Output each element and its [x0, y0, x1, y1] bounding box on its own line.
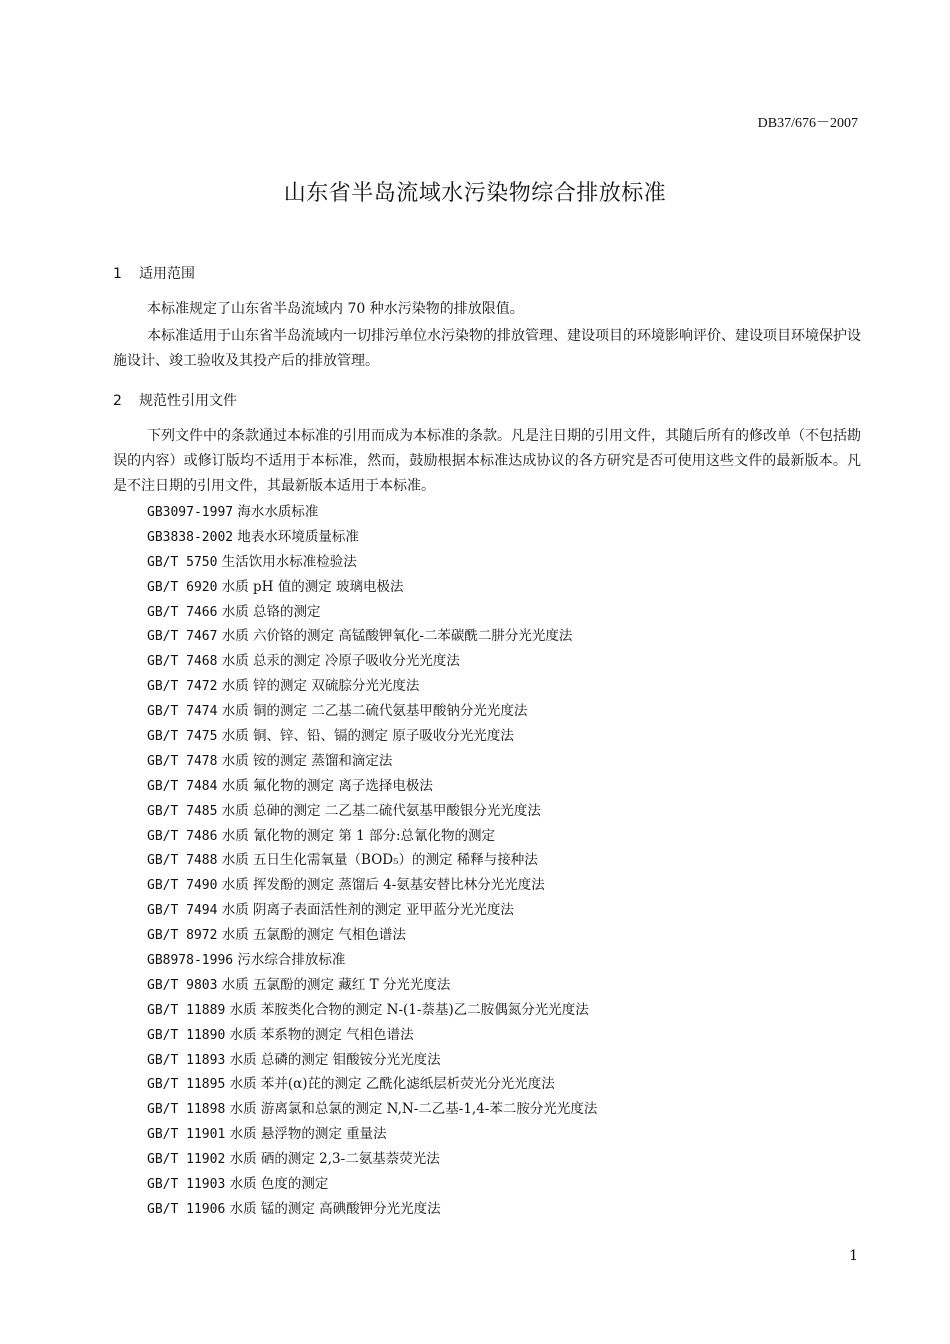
- reference-item: [147, 724, 597, 749]
- reference-title: 水质 pH 值的测定 玻璃电极法: [221, 578, 404, 595]
- reference-code: GB/T 7472: [147, 679, 218, 695]
- section-title: 适用范围: [139, 266, 195, 282]
- section-heading-1: [113, 263, 195, 283]
- reference-title: 水质 总砷的测定 二乙基二硫代氨基甲酸银分光光度法: [221, 802, 541, 819]
- reference-title: 地表水环境质量标准: [237, 528, 359, 545]
- reference-item: [147, 624, 597, 649]
- section-1-paragraph-1: 本标准规定了山东省半岛流域内 70 种水污染物的排放限值。: [147, 301, 524, 317]
- reference-code: GB/T 7466: [147, 604, 218, 620]
- reference-item: [147, 898, 597, 923]
- reference-code: GB/T 11893: [147, 1052, 226, 1068]
- reference-title: 水质 苯并(α)芘的测定 乙酰化滤纸层析荧光分光光度法: [229, 1076, 555, 1093]
- reference-item: [147, 799, 597, 824]
- reference-item: [147, 873, 597, 898]
- reference-title: 水质 色度的测定: [229, 1176, 329, 1193]
- reference-title: 海水水质标准: [237, 504, 319, 520]
- reference-code: GB/T 11895: [147, 1077, 226, 1093]
- reference-item: [147, 649, 597, 674]
- reference-code: GB/T 7486: [147, 828, 218, 844]
- reference-item: [147, 1122, 597, 1147]
- section-1-paragraph-2: 本标准适用于山东省半岛流域内一切排污单位水污染物的排放管理、建设项目的环境影响评价、建设项目环境保护设施设计、竣工验收及其投产后的排放管理。: [113, 328, 861, 369]
- reference-item: [147, 998, 597, 1023]
- section-number: 1: [113, 266, 122, 282]
- reference-code: GB/T 11901: [147, 1127, 226, 1143]
- page-number: 1: [849, 1248, 858, 1264]
- reference-code: GB/T 11898: [147, 1102, 226, 1118]
- reference-item: [147, 699, 597, 724]
- reference-title: 污水综合排放标准: [237, 952, 346, 969]
- reference-title: 水质 锰的测定 高碘酸钾分光光度法: [229, 1200, 441, 1217]
- reference-item: [147, 1172, 597, 1197]
- reference-code: GB3097-1997: [147, 505, 234, 520]
- reference-item: [147, 600, 597, 625]
- reference-item: [147, 774, 597, 799]
- reference-title: 水质 铜、锌、铅、镉的测定 原子吸收分光光度法: [221, 728, 514, 745]
- reference-code: GB/T 7485: [147, 803, 218, 819]
- reference-item: [147, 1097, 597, 1122]
- document-title: 山东省半岛流域水污染物综合排放标准: [283, 181, 667, 206]
- reference-code: GB/T 11889: [147, 1002, 226, 1018]
- reference-code: GB/T 7475: [147, 729, 218, 745]
- reference-title: 水质 阴离子表面活性剂的测定 亚甲蓝分光光度法: [221, 902, 514, 919]
- reference-code: GB/T 11902: [147, 1152, 226, 1168]
- reference-item: [147, 674, 597, 699]
- section-heading-2: [113, 390, 237, 410]
- reference-title: 水质 五氯酚的测定 藏红 T 分光光度法: [221, 976, 451, 993]
- reference-code: GB8978-1996: [147, 953, 234, 969]
- reference-title: 水质 五日生化需氧量（BOD₅）的测定 稀释与接种法: [221, 852, 538, 869]
- reference-item: [147, 1048, 597, 1073]
- reference-title: 水质 氟化物的测定 离子选择电极法: [221, 777, 433, 794]
- reference-item: [147, 500, 597, 525]
- reference-item: [147, 1197, 597, 1222]
- reference-item: [147, 948, 597, 973]
- reference-code: GB/T 8972: [147, 928, 218, 944]
- reference-item: [147, 575, 597, 600]
- reference-item: [147, 749, 597, 774]
- reference-title: 水质 锌的测定 双硫腙分光光度法: [221, 678, 420, 695]
- reference-item: [147, 923, 597, 948]
- reference-item: [147, 1147, 597, 1172]
- normative-reference-list: [147, 500, 597, 1222]
- reference-code: GB3838-2002: [147, 529, 234, 545]
- section-title: 规范性引用文件: [139, 393, 237, 409]
- reference-title: 生活饮用水标准检验法: [221, 553, 357, 570]
- reference-item: [147, 848, 597, 873]
- reference-item: [147, 550, 597, 575]
- reference-code: GB/T 7488: [147, 853, 218, 869]
- reference-item: [147, 973, 597, 998]
- reference-code: GB/T 7467: [147, 629, 218, 645]
- document-code: DB37/676－2007: [757, 116, 858, 131]
- reference-code: GB/T 11906: [147, 1201, 226, 1217]
- reference-code: GB/T 7484: [147, 778, 218, 794]
- reference-title: 水质 挥发酚的测定 蒸馏后 4-氨基安替比林分光光度法: [221, 877, 545, 894]
- reference-title: 水质 总汞的测定 冷原子吸收分光光度法: [221, 653, 460, 670]
- reference-item: [147, 1023, 597, 1048]
- reference-title: 水质 总磷的测定 钼酸铵分光光度法: [229, 1051, 441, 1068]
- reference-item: [147, 1072, 597, 1097]
- reference-code: GB/T 11903: [147, 1177, 226, 1193]
- reference-item: [147, 525, 597, 550]
- reference-code: GB/T 7478: [147, 753, 218, 769]
- reference-title: 水质 五氯酚的测定 气相色谱法: [221, 927, 406, 944]
- reference-code: GB/T 11890: [147, 1027, 226, 1043]
- reference-title: 水质 游离氯和总氯的测定 N,N-二乙基-1,4-苯二胺分光光度法: [229, 1101, 598, 1118]
- reference-title: 水质 苯胺类化合物的测定 N-(1-萘基)乙二胺偶氮分光光度法: [229, 1001, 589, 1018]
- reference-title: 水质 氰化物的测定 第 1 部分:总氰化物的测定: [221, 827, 496, 844]
- reference-code: GB/T 9803: [147, 977, 218, 993]
- reference-title: 水质 总铬的测定: [221, 603, 321, 620]
- reference-title: 水质 悬浮物的测定 重量法: [229, 1126, 387, 1143]
- reference-title: 水质 铵的测定 蒸馏和滴定法: [221, 752, 393, 769]
- reference-code: GB/T 7474: [147, 704, 218, 720]
- reference-code: GB/T 5750: [147, 554, 218, 570]
- reference-code: GB/T 6920: [147, 579, 218, 595]
- section-2-paragraph-1: 下列文件中的条款通过本标准的引用而成为本标准的条款。凡是注日期的引用文件，其随后所有的修改单（不包括勘误的内容）或修订版均不适用于本标准，然而，鼓励根据本标准达成协议的各方研究是否可使用这些文件的最新版本。凡是不注日期的引用文件，其最新版本适用于本标准。: [113, 428, 861, 494]
- reference-title: 水质 六价铬的测定 高锰酸钾氧化-二苯碳酰二肼分光光度法: [221, 628, 573, 645]
- reference-title: 水质 苯系物的测定 气相色谱法: [229, 1026, 414, 1043]
- section-number: 2: [113, 393, 122, 409]
- reference-code: GB/T 7468: [147, 654, 218, 670]
- reference-item: [147, 824, 597, 849]
- reference-code: GB/T 7490: [147, 878, 218, 894]
- reference-title: 水质 硒的测定 2,3-二氨基萘荧光法: [229, 1151, 440, 1168]
- reference-code: GB/T 7494: [147, 903, 218, 919]
- reference-title: 水质 铜的测定 二乙基二硫代氨基甲酸钠分光光度法: [221, 703, 528, 720]
